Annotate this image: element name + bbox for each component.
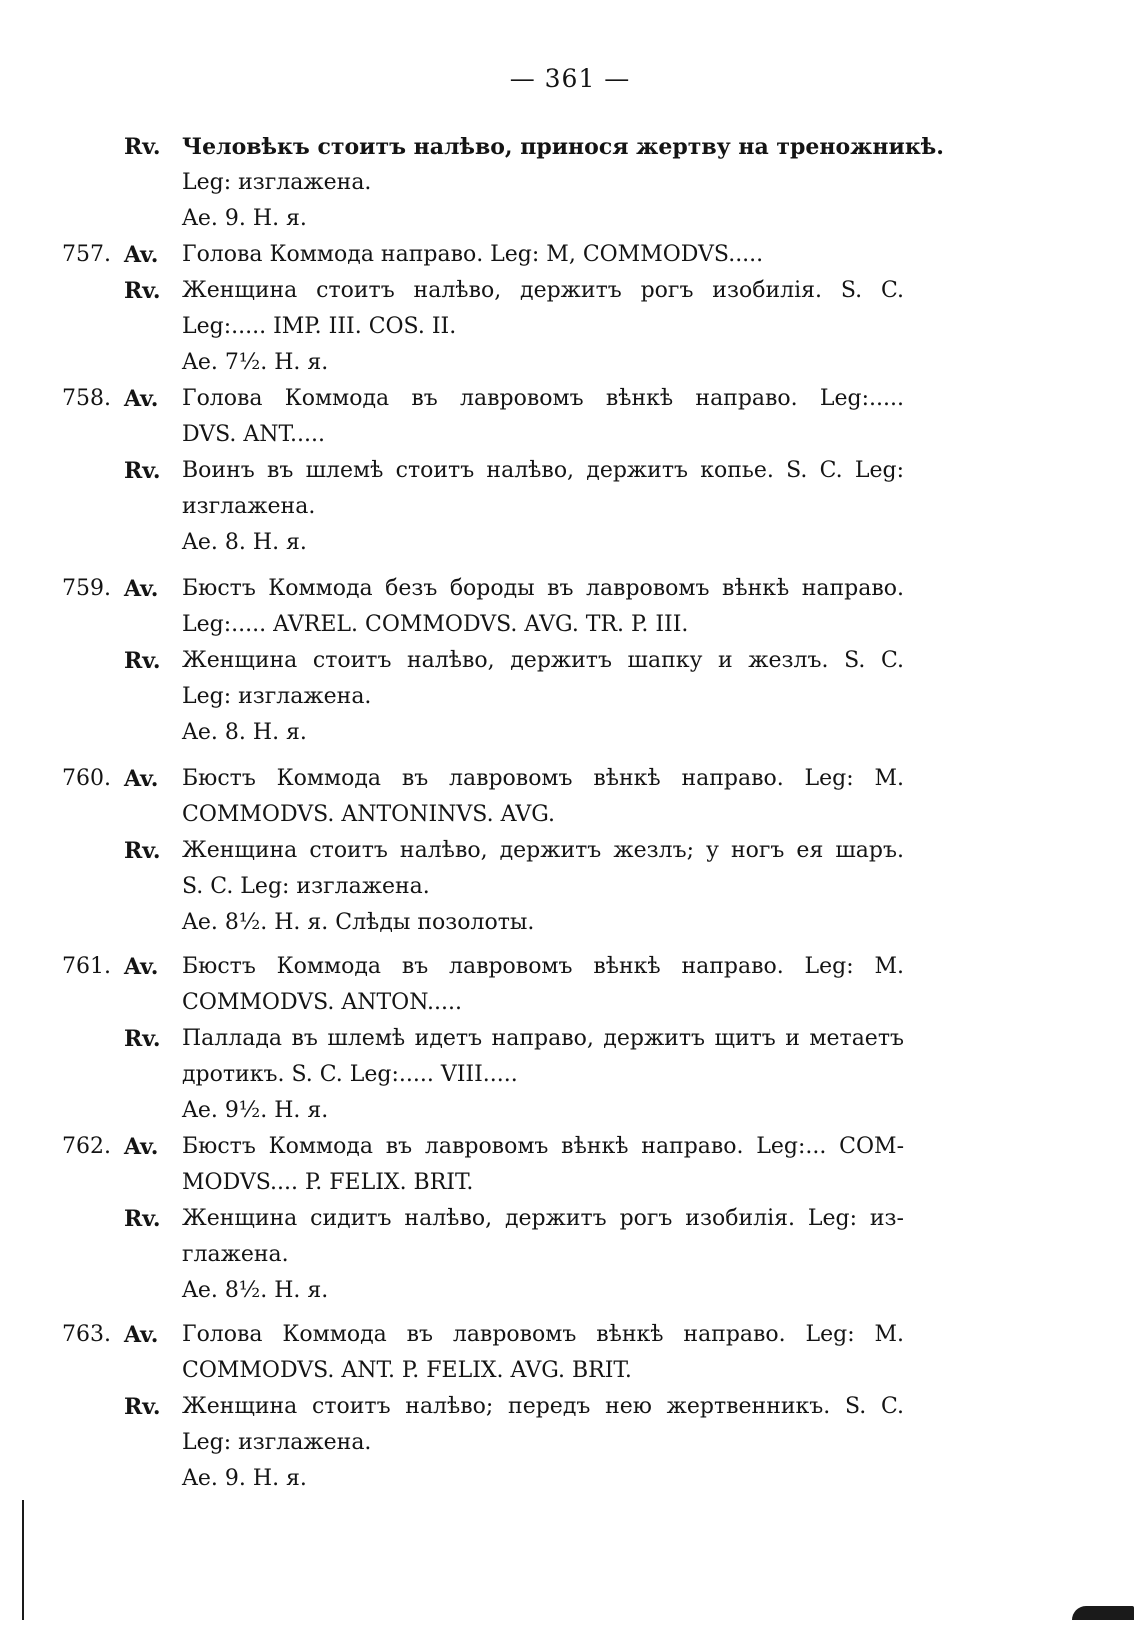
ae-line: Ae. 8½. Н. я. Слѣды позолоты. [182,910,535,935]
rv-label: Rv. [124,278,161,304]
rv-text: Человѣкъ стоитъ налѣво, принося жертву на треножникѣ. [182,134,944,160]
rv-text: Воинъ въ шлемѣ стоитъ налѣво, держитъ копье. S. C. Leg: [182,458,904,483]
rv-text-cont: S. C. Leg: изглажена. [182,874,430,899]
page-number: — 361 — [509,64,631,93]
rv-text-cont: глажена. [182,1242,289,1267]
av-label: Av. [124,386,159,412]
av-text: Голова Коммода въ лавровомъ вѣнкѣ направо. Leg:..... [182,386,904,411]
entry-number: 757. [62,242,111,267]
rv-label: Rv. [124,1206,161,1232]
rv-label: Rv. [124,1026,161,1052]
scan-edge-mark [22,1500,24,1620]
rv-text: Женщина стоитъ налѣво, держитъ рогъ изобилія. S. C. [182,278,904,303]
entry-number: 761. [62,954,111,979]
entry-number: 760. [62,766,111,791]
rv-text-cont: изглажена. [182,494,316,519]
ae-line: Ae. 9½. Н. я. [182,1098,329,1123]
av-label: Av. [124,242,159,268]
ae-line: Ae. 7½. Н. я. [182,350,329,375]
ae-line: Ae. 8. Н. я. [182,720,307,745]
scan-corner-mark [1072,1606,1134,1620]
rv-text: Женщина стоитъ налѣво; передъ нею жертвенникъ. S. C. [182,1394,904,1419]
av-text-cont: Leg:..... AVREL. COMMODVS. AVG. TR. P. III. [182,612,689,637]
entry-number: 763. [62,1322,111,1347]
av-text-cont: MODVS.... P. FELIX. BRIT. [182,1170,474,1195]
rv-text-cont: Leg: изглажена. [182,684,372,709]
rv-label: Rv. [124,648,161,674]
av-text: Голова Коммода направо. Leg: M, COMMODVS..... [182,242,764,267]
rv-label: Rv. [124,1394,161,1420]
rv-text: Женщина стоитъ налѣво, держитъ жезлъ; у ногъ ея шаръ. [182,838,904,863]
entry-number: 758. [62,386,111,411]
rv-text-cont: Leg: изглажена. [182,170,372,195]
ae-line: Ae. 9. Н. я. [182,1466,307,1491]
rv-text-cont: Leg:..... IMP. III. COS. II. [182,314,457,339]
entry-number: 759. [62,576,111,601]
rv-label: Rv. [124,134,161,160]
ae-line: Ae. 8. Н. я. [182,530,307,555]
av-text-cont: DVS. ANT..... [182,422,325,447]
ae-line: Ae. 8½. Н. я. [182,1278,329,1303]
av-label: Av. [124,576,159,602]
av-text: Бюстъ Коммода безъ бороды въ лавровомъ вѣнкѣ направо. [182,576,904,601]
av-label: Av. [124,1134,159,1160]
entry-number: 762. [62,1134,111,1159]
av-label: Av. [124,954,159,980]
av-text: Бюстъ Коммода въ лавровомъ вѣнкѣ направо. Leg: M. [182,954,904,979]
av-text-cont: COMMODVS. ANT. P. FELIX. AVG. BRIT. [182,1358,632,1383]
ae-line: Ae. 9. Н. я. [182,206,307,231]
av-text-cont: COMMODVS. ANTONINVS. AVG. [182,802,556,827]
av-text: Голова Коммода въ лавровомъ вѣнкѣ направо. Leg: M. [182,1322,904,1347]
av-label: Av. [124,766,159,792]
rv-text-cont: дротикъ. S. C. Leg:..... VIII..... [182,1062,518,1087]
rv-label: Rv. [124,458,161,484]
rv-label: Rv. [124,838,161,864]
rv-text: Женщина сидитъ налѣво, держитъ рогъ изобилія. Leg: из- [182,1206,904,1231]
av-text-cont: COMMODVS. ANTON..... [182,990,463,1015]
av-label: Av. [124,1322,159,1348]
rv-text-cont: Leg: изглажена. [182,1430,372,1455]
rv-text: Женщина стоитъ налѣво, держитъ шапку и жезлъ. S. C. [182,648,904,673]
av-text: Бюстъ Коммода въ лавровомъ вѣнкѣ направо. Leg: M. [182,766,904,791]
av-text: Бюстъ Коммода въ лавровомъ вѣнкѣ направо. Leg:... COM- [182,1134,904,1159]
rv-text: Паллада въ шлемѣ идетъ направо, держитъ щитъ и метаетъ [182,1026,904,1051]
